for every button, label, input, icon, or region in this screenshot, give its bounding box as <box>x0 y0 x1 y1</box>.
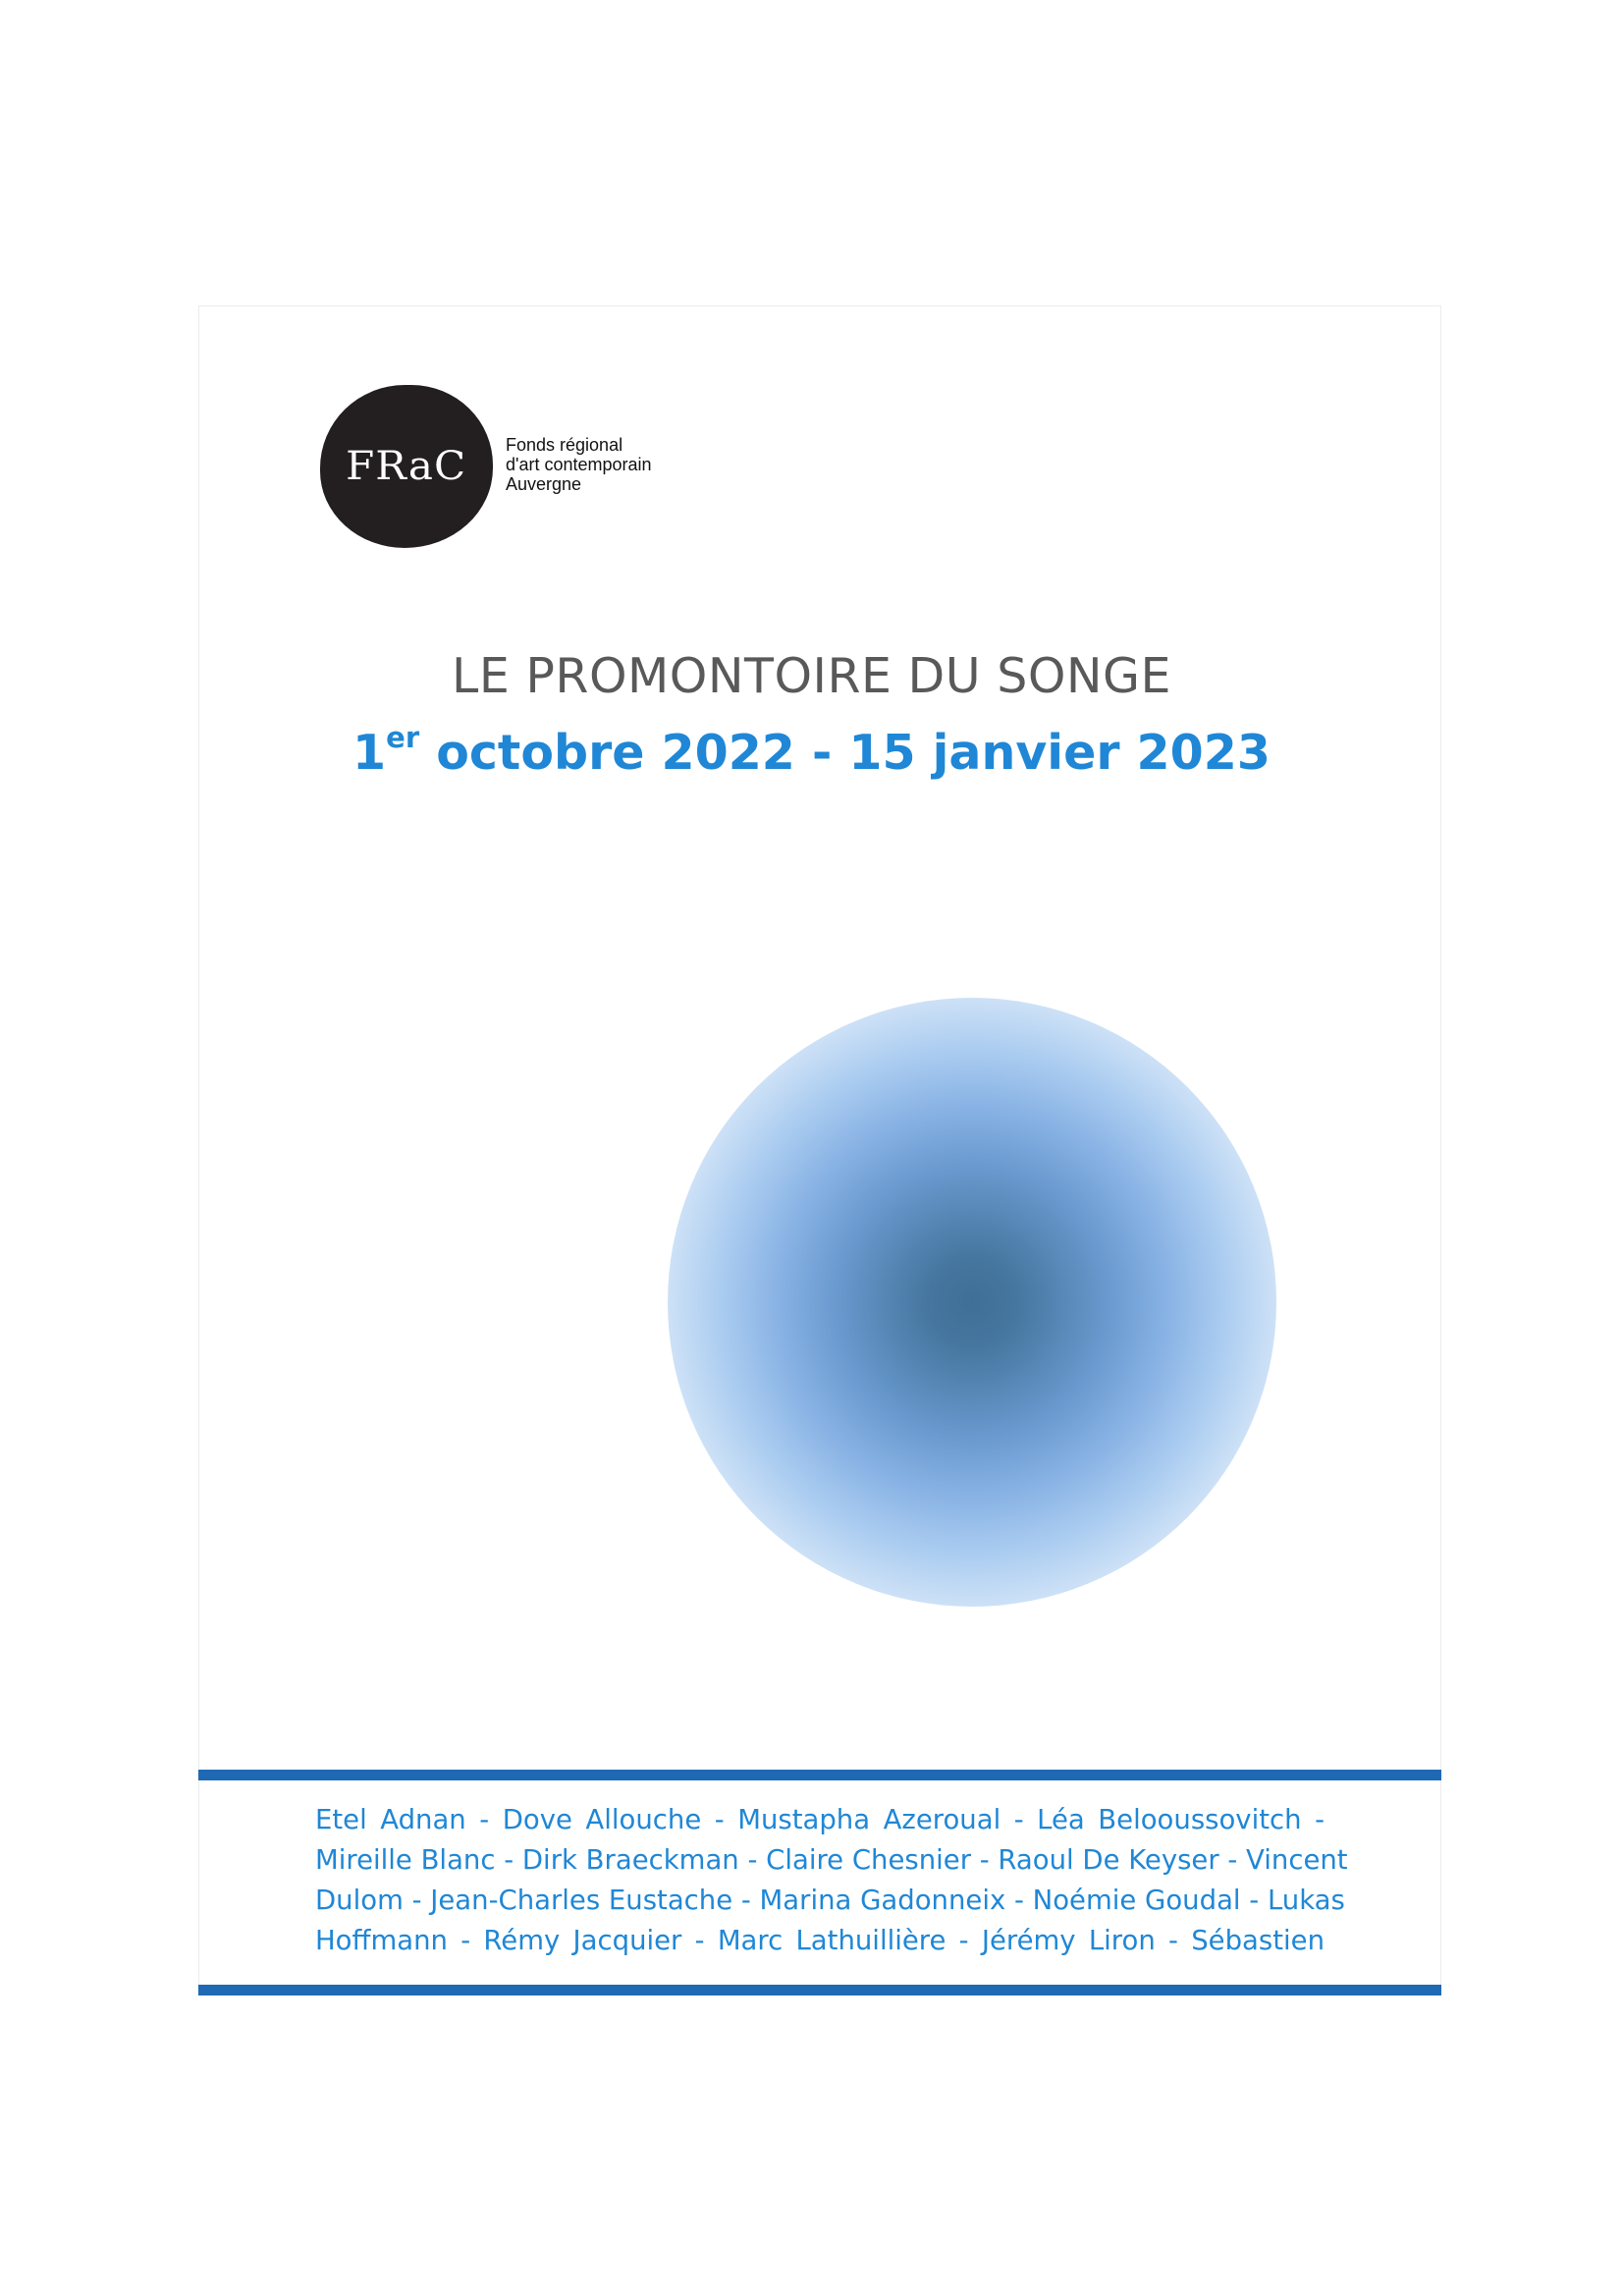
artists-line-3: Dulom - Jean-Charles Eustache - Marina Gadonneix - Noémie Goudal - Lukas <box>315 1885 1345 1916</box>
frac-logo <box>320 385 652 548</box>
frac-logo-text <box>506 435 652 494</box>
top-rule <box>198 1770 1441 1780</box>
logo-line-2: d'art contemporain <box>506 455 652 474</box>
logo-line-1: Fonds régional <box>506 435 623 455</box>
blue-orb-image <box>668 998 1276 1607</box>
logo-line-3: Auvergne <box>506 474 582 494</box>
dates-range: octobre 2022 - 15 janvier 2023 <box>419 725 1271 781</box>
artists-list <box>315 1800 1348 1961</box>
artists-line-2: Mireille Blanc - Dirk Braeckman - Claire Chesnier - Raoul De Keyser - Vincent <box>315 1844 1348 1876</box>
dates-day: 1 <box>352 725 387 781</box>
frac-logo-mark: FRaC <box>346 444 467 489</box>
exhibition-dates <box>0 721 1623 781</box>
artists-line-1: Etel Adnan - Dove Allouche - Mustapha Azeroual - Léa Belooussovitch - <box>315 1804 1325 1835</box>
artists-line-4: Hoffmann - Rémy Jacquier - Marc Lathuillière - Jérémy Liron - Sébastien <box>315 1925 1325 1956</box>
dates-ordinal: er <box>386 721 420 754</box>
exhibition-title: LE PROMONTOIRE DU SONGE <box>452 648 1171 704</box>
frac-logo-disc <box>320 385 493 548</box>
bottom-rule <box>198 1985 1441 1995</box>
